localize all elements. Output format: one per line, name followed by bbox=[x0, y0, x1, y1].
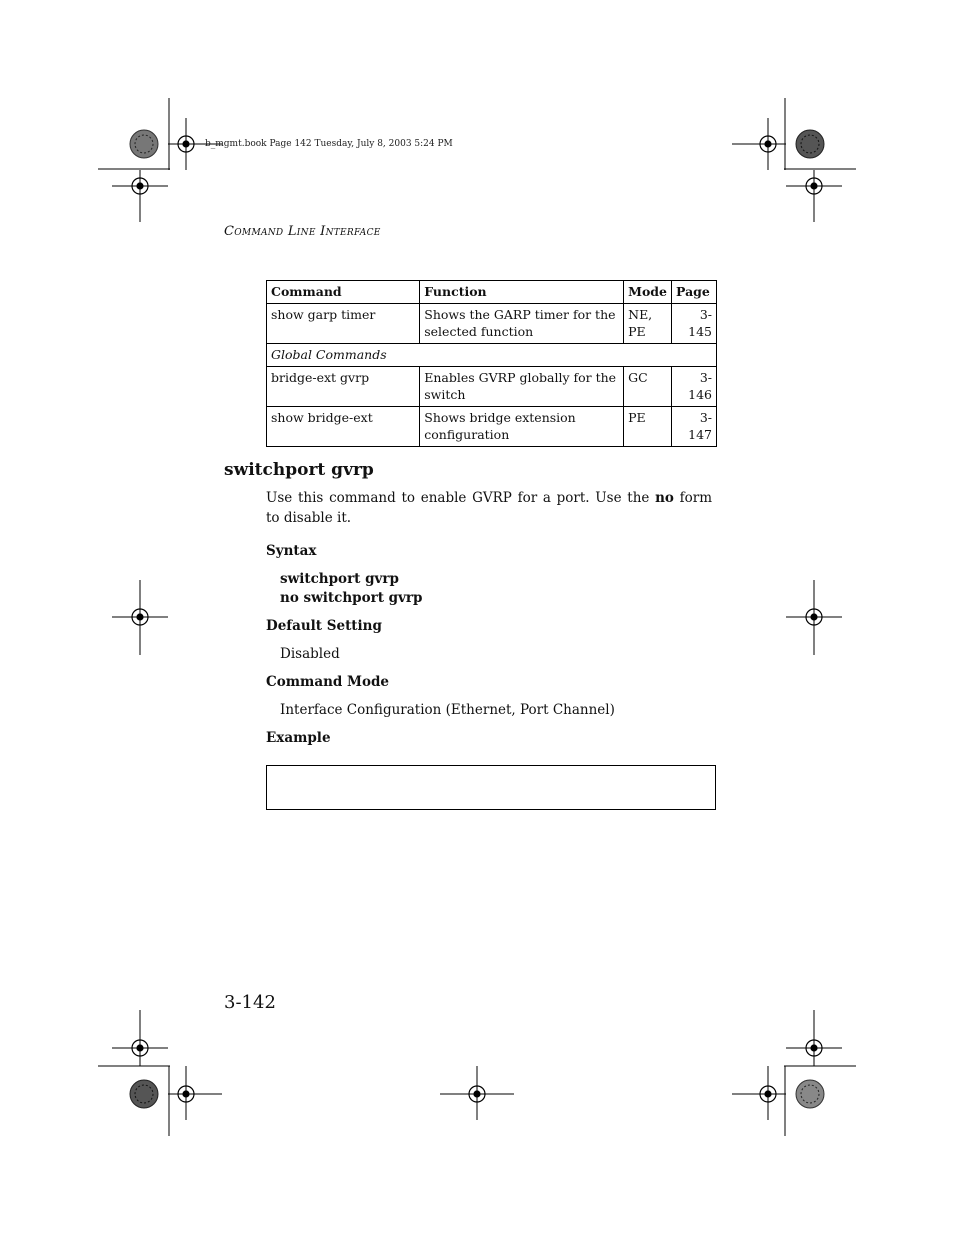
cell-mode: NE, PE bbox=[624, 304, 672, 344]
table-header-row bbox=[267, 281, 717, 304]
table-row bbox=[267, 304, 717, 344]
cell-function: Shows bridge extension configuration bbox=[420, 407, 624, 447]
header-function: Function bbox=[420, 281, 624, 304]
cell-mode: GC bbox=[624, 367, 672, 407]
example-box bbox=[266, 765, 716, 810]
print-line: b_mgmt.book Page 142 Tuesday, July 8, 2003 5:24 PM bbox=[205, 139, 453, 149]
running-head: Command Line Interface bbox=[224, 224, 381, 239]
default-setting-value: Disabled bbox=[280, 646, 340, 662]
section-title: switchport gvrp bbox=[224, 460, 374, 480]
header-command: Command bbox=[267, 281, 420, 304]
header-page: Page bbox=[672, 281, 717, 304]
table-row bbox=[267, 367, 717, 407]
syntax-heading: Syntax bbox=[266, 543, 317, 559]
command-mode-value: Interface Configuration (Ethernet, Port Channel) bbox=[280, 702, 615, 718]
table-group-row bbox=[267, 344, 717, 367]
cell-function: Shows the GARP timer for the selected function bbox=[420, 304, 624, 344]
intro-text-start: Use this command to enable GVRP for a port. Use the bbox=[266, 490, 656, 506]
cell-page: 3-145 bbox=[672, 304, 717, 344]
example-heading: Example bbox=[266, 730, 331, 746]
command-table bbox=[266, 280, 717, 447]
cell-mode: PE bbox=[624, 407, 672, 447]
syntax-line: switchport gvrp bbox=[280, 571, 399, 587]
cell-group: Global Commands bbox=[267, 344, 717, 367]
syntax-line: no switchport gvrp bbox=[280, 590, 423, 606]
cell-command: bridge-ext gvrp bbox=[267, 367, 420, 407]
intro-bold-keyword: no bbox=[655, 490, 674, 506]
default-setting-heading: Default Setting bbox=[266, 618, 382, 634]
cell-page: 3-147 bbox=[672, 407, 717, 447]
cell-page: 3-146 bbox=[672, 367, 717, 407]
starburst-icon bbox=[130, 130, 824, 1108]
cell-command: show garp timer bbox=[267, 304, 420, 344]
header-mode: Mode bbox=[624, 281, 672, 304]
cell-function: Enables GVRP globally for the switch bbox=[420, 367, 624, 407]
command-mode-heading: Command Mode bbox=[266, 674, 389, 690]
table-row bbox=[267, 407, 717, 447]
cell-command: show bridge-ext bbox=[267, 407, 420, 447]
intro-text-end: form to disable it. bbox=[266, 490, 713, 526]
page-number: 3-142 bbox=[224, 992, 276, 1013]
intro-paragraph bbox=[266, 488, 712, 528]
